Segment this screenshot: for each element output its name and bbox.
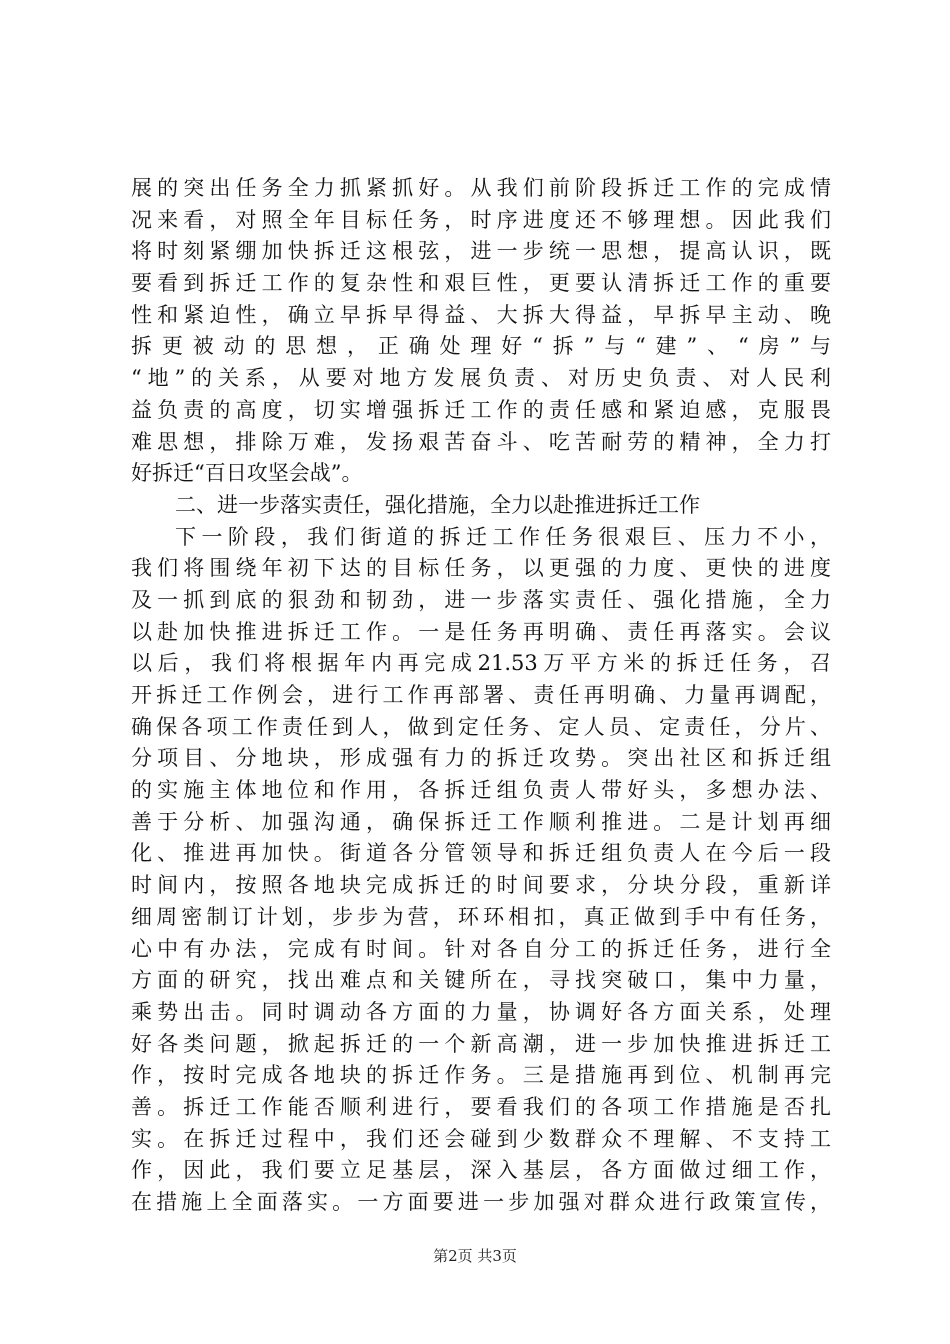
document-body	[131, 173, 831, 1219]
text-line: 以赴加快推进拆迁工作。一是任务再明确、责任再落实。会议	[131, 619, 831, 644]
text-line: 性和紧迫性，确立早拆早得益、大拆大得益，早拆早主动、晚	[131, 302, 831, 327]
text-line: 展的突出任务全力抓紧抓好。从我们前阶段拆迁工作的完成情	[131, 176, 831, 200]
text-line: 化、推进再加快。街道各分管领导和拆迁组负责人在今后一段	[131, 841, 831, 866]
text-line: 难思想，排除万难，发扬艰苦奋斗、吃苦耐劳的精神，全力打	[131, 429, 831, 454]
text-line: 方面的研究，找出难点和关键所在，寻找突破口，集中力量，	[131, 968, 831, 993]
text-line: 二、进一步落实责任，强化措施，全力以赴推进拆迁工作	[175, 492, 700, 517]
text-line: 将时刻紧绷加快拆迁这根弦，进一步统一思想，提高认识，既	[131, 239, 831, 264]
text-line: 作，因此，我们要立足基层，深入基层，各方面做过细工作，	[131, 1158, 831, 1183]
text-line: 实。在拆迁过程中，我们还会碰到少数群众不理解、不支持工	[131, 1126, 831, 1151]
text-line: 开拆迁工作例会，进行工作再部署、责任再明确、力量再调配，	[131, 683, 831, 707]
text-line: 的实施主体地位和作用，各拆迁组负责人带好头，多想办法、	[131, 778, 831, 803]
text-line: 况来看，对照全年目标任务，时序进度还不够理想。因此我们	[131, 207, 831, 232]
text-line: 在措施上全面落实。一方面要进一步加强对群众进行政策宣传，	[131, 1190, 831, 1214]
text-line: 善。拆迁工作能否顺利进行，要看我们的各项工作措施是否扎	[131, 1094, 831, 1119]
text-line: 分项目、分地块，形成强有力的拆迁攻势。突出社区和拆迁组	[131, 746, 831, 771]
text-line: 细周密制订计划，步步为营，环环相扣，真正做到手中有任务，	[131, 904, 831, 929]
text-line: 善于分析、加强沟通，确保拆迁工作顺利推进。二是计划再细	[131, 809, 831, 834]
text-line: 下一阶段，我们街道的拆迁工作任务很艰巨、压力不小，	[175, 524, 831, 549]
text-line: 好拆迁“百日攻坚会战”。	[131, 461, 363, 486]
text-line: “地”的关系，从要对地方发展负责、对历史负责、对人民利	[131, 366, 831, 391]
text-line: 时间内，按照各地块完成拆迁的时间要求，分块分段，重新详	[131, 873, 831, 898]
text-line: 及一抓到底的狠劲和韧劲，进一步落实责任、强化措施，全力	[131, 587, 831, 612]
page-footer: 第2页 共3页	[433, 1247, 517, 1265]
text-line: 益负责的高度，切实增强拆迁工作的责任感和紧迫感，克服畏	[131, 397, 831, 422]
text-line: 拆更被动的思想，正确处理好“拆”与“建”、“房”与	[131, 334, 831, 359]
text-line: 要看到拆迁工作的复杂性和艰巨性，更要认清拆迁工作的重要	[131, 271, 831, 296]
text-line: 确保各项工作责任到人，做到定任务、定人员、定责任，分片、	[131, 714, 831, 739]
text-line: 好各类问题，掀起拆迁的一个新高潮，进一步加快推进拆迁工	[131, 1031, 831, 1056]
text-line: 以后，我们将根据年内再完成21.53万平方米的拆迁任务，召	[131, 651, 831, 676]
text-line: 乘势出击。同时调动各方面的力量，协调好各方面关系，处理	[131, 999, 831, 1024]
text-line: 我们将围绕年初下达的目标任务，以更强的力度、更快的进度	[131, 556, 831, 581]
text-line: 心中有办法，完成有时间。针对各自分工的拆迁任务，进行全	[131, 936, 831, 961]
text-line: 作，按时完成各地块的拆迁作务。三是措施再到位、机制再完	[131, 1063, 831, 1088]
